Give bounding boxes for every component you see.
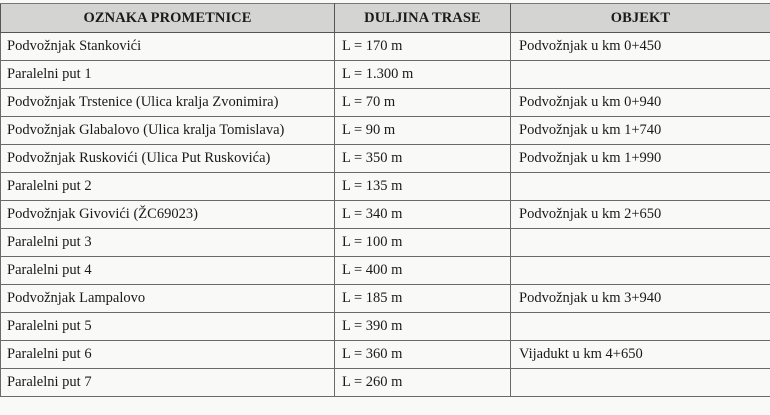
header-object: OBJEKT [511, 4, 770, 33]
table-row [1, 341, 770, 369]
length-cell: L = 135 m [335, 173, 511, 201]
road-name-cell: Podvožnjak Glabalovo (Ulica kralja Tomislava) [1, 117, 335, 145]
road-name-cell: Paralelni put 7 [1, 369, 335, 397]
object-cell [511, 173, 770, 201]
object-cell: Podvožnjak u km 0+940 [511, 89, 770, 117]
table-row [1, 61, 770, 89]
road-name-cell: Podvožnjak Trstenice (Ulica kralja Zvonimira) [1, 89, 335, 117]
object-cell: Podvožnjak u km 1+990 [511, 145, 770, 173]
object-cell: Podvožnjak u km 1+740 [511, 117, 770, 145]
road-name-cell: Paralelni put 5 [1, 313, 335, 341]
road-name-cell: Paralelni put 3 [1, 229, 335, 257]
road-name-cell: Paralelni put 6 [1, 341, 335, 369]
length-cell: L = 100 m [335, 229, 511, 257]
object-cell [511, 369, 770, 397]
object-cell [511, 257, 770, 285]
header-route-length: DULJINA TRASE [335, 4, 511, 33]
length-cell: L = 340 m [335, 201, 511, 229]
table-header-row [1, 4, 770, 33]
road-name-cell: Paralelni put 4 [1, 257, 335, 285]
length-cell: L = 360 m [335, 341, 511, 369]
length-cell: L = 390 m [335, 313, 511, 341]
table-row [1, 201, 770, 229]
table-row [1, 173, 770, 201]
table-row [1, 229, 770, 257]
table-body [1, 33, 770, 397]
length-cell: L = 185 m [335, 285, 511, 313]
road-name-cell: Podvožnjak Ruskovići (Ulica Put Ruskovića) [1, 145, 335, 173]
length-cell: L = 260 m [335, 369, 511, 397]
length-cell: L = 400 m [335, 257, 511, 285]
length-cell: L = 1.300 m [335, 61, 511, 89]
length-cell: L = 90 m [335, 117, 511, 145]
road-name-cell: Paralelni put 1 [1, 61, 335, 89]
header-road-designation: OZNAKA PROMETNICE [1, 4, 335, 33]
length-cell: L = 350 m [335, 145, 511, 173]
table-row [1, 369, 770, 397]
table-row [1, 257, 770, 285]
object-cell [511, 61, 770, 89]
table-row [1, 285, 770, 313]
table-row [1, 145, 770, 173]
table-row [1, 313, 770, 341]
road-name-cell: Podvožnjak Givovići (ŽC69023) [1, 201, 335, 229]
object-cell: Podvožnjak u km 0+450 [511, 33, 770, 61]
table-row [1, 33, 770, 61]
table-row [1, 117, 770, 145]
object-cell: Podvožnjak u km 3+940 [511, 285, 770, 313]
length-cell: L = 70 m [335, 89, 511, 117]
object-cell: Vijadukt u km 4+650 [511, 341, 770, 369]
object-cell [511, 229, 770, 257]
object-cell: Podvožnjak u km 2+650 [511, 201, 770, 229]
length-cell: L = 170 m [335, 33, 511, 61]
object-cell [511, 313, 770, 341]
road-name-cell: Paralelni put 2 [1, 173, 335, 201]
road-name-cell: Podvožnjak Stankovići [1, 33, 335, 61]
table-row [1, 89, 770, 117]
road-name-cell: Podvožnjak Lampalovo [1, 285, 335, 313]
routes-table [0, 3, 770, 397]
